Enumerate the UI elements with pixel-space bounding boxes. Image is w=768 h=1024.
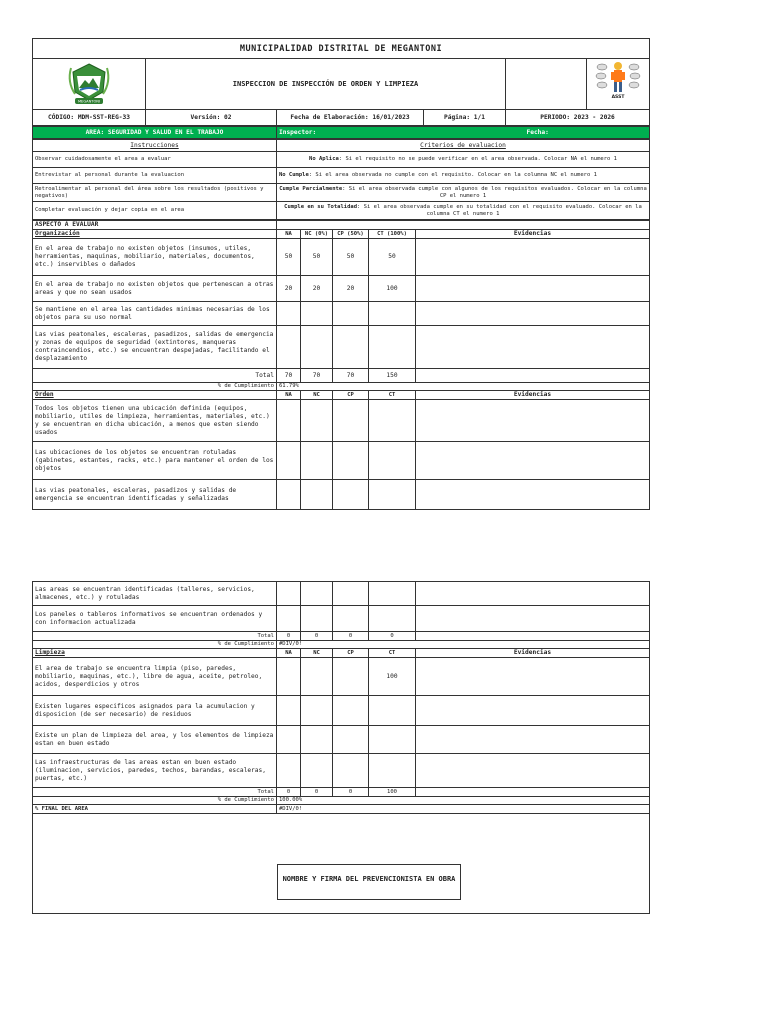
- fecha-label: Fecha:: [525, 127, 650, 139]
- table-row: [33, 442, 650, 480]
- section-title-organizacion: Organización: [33, 230, 277, 239]
- col-header: Evidencias: [416, 230, 650, 239]
- cell-ct: [369, 754, 416, 788]
- total-na: 0: [277, 632, 301, 641]
- total-row: [33, 369, 650, 383]
- final-row: [33, 805, 650, 814]
- cell-na: [277, 326, 301, 369]
- row-text: Existen lugares especificos asignados para la acumulacion y disposicion (de ser necesario) de residuos: [33, 696, 277, 726]
- table-row: [33, 480, 650, 510]
- table-row: [33, 302, 650, 326]
- cell-ct: [369, 726, 416, 754]
- sheet-page-1: [32, 38, 649, 510]
- cumplimiento-row: [33, 797, 650, 805]
- total-nc: 0: [301, 632, 333, 641]
- table-row: [33, 400, 650, 442]
- safety-worker-icon: [592, 59, 644, 99]
- col-header: NC: [301, 649, 333, 658]
- final-value: #DIV/0!: [277, 805, 650, 814]
- instruccion-item: Observar cuidadosamente el area a evaluar: [33, 152, 277, 168]
- cell-ct: 100: [369, 276, 416, 302]
- aspecto-label: ASPECTO A EVALUAR: [33, 221, 277, 230]
- row-text: Las infraestructuras de las areas estan en buen estado (iluminacion, servicios, paredes, techos, barandas, escaleras, puertas, etc.): [33, 754, 277, 788]
- total-row: [33, 632, 650, 641]
- cell-ct: [369, 326, 416, 369]
- cumplimiento-value: #DIV/0!: [277, 641, 650, 649]
- svg-text:MEGANTONI: MEGANTONI: [77, 99, 101, 104]
- cell-cp: 50: [333, 239, 369, 276]
- firma-area: [33, 814, 650, 914]
- criterio-item: No Aplica: Si el requisito no se puede verificar en el area observada. Colocar NA el numero 1: [277, 152, 650, 168]
- total-na: 0: [277, 788, 301, 797]
- total-label: Total: [33, 788, 277, 797]
- cell-evidencia: [416, 239, 650, 276]
- row-text: Se mantiene en el area las cantidades minimas necesarias de los objetos para su uso normal: [33, 302, 277, 326]
- table-row: [33, 658, 650, 696]
- fecha-elaboracion-label: Fecha de Elaboración: 16/01/2023: [277, 110, 424, 126]
- total-ct: 150: [369, 369, 416, 383]
- col-header: NA: [277, 230, 301, 239]
- col-header: NA: [277, 649, 301, 658]
- table-row: [33, 582, 650, 606]
- cell-cp: [333, 326, 369, 369]
- instrucciones-heading: Instrucciones: [33, 140, 277, 152]
- row-text: Las areas se encuentran identificadas (talleres, servicios, almacenes, etc.) y rotuladas: [33, 582, 277, 606]
- col-header: Evidencias: [416, 649, 650, 658]
- final-label: % FINAL DEL AREA: [33, 805, 277, 814]
- area-label: AREA: SEGURIDAD Y SALUD EN EL TRABAJO: [33, 127, 277, 139]
- cumplimiento-row: [33, 641, 650, 649]
- row-text: Todos los objetos tienen una ubicación definida (equipos, mobiliario, utiles de limpieza, herramientas, materiales, etc.) y se encuentran en dicha ubicación, a menos que esten siendo usados: [33, 400, 277, 442]
- sheet-page-2: [32, 581, 649, 914]
- cell-nc: [301, 326, 333, 369]
- cell-na: [277, 302, 301, 326]
- criterio-item: Cumple Parcialmente: Si el area observada cumple con algunos de los requisitos evaluados. Colocar en la columna CP el numero 1: [277, 184, 650, 202]
- total-label: Total: [33, 369, 277, 383]
- total-row: [33, 788, 650, 797]
- cell-ct: 50: [369, 239, 416, 276]
- instruccion-item: Entrevistar al personal durante la evaluacion: [33, 168, 277, 184]
- firma-box: NOMBRE Y FIRMA DEL PREVENCIONISTA EN OBRA: [277, 864, 461, 900]
- section-title-limpieza: Limpieza: [33, 649, 277, 658]
- evaluation-table-2: [32, 581, 650, 914]
- total-ct: 0: [369, 632, 416, 641]
- cell-na: 20: [277, 276, 301, 302]
- cell-cp: [333, 302, 369, 326]
- section-title-orden: Orden: [33, 391, 277, 400]
- cell-nc: 50: [301, 239, 333, 276]
- document-title: MUNICIPALIDAD DISTRITAL DE MEGANTONI: [33, 39, 650, 59]
- evaluation-table-1: [32, 220, 650, 510]
- cumplimiento-value: 100.00%: [277, 797, 650, 805]
- total-na: 70: [277, 369, 301, 383]
- col-header: CP: [333, 391, 369, 400]
- instruccion-item: Retroalimentar al personal del área sobre los resultados (positivos y negativos): [33, 184, 277, 202]
- col-header: NC: [301, 391, 333, 400]
- col-header: CP: [333, 649, 369, 658]
- row-text: Los paneles o tableros informativos se encuentran ordenados y con informacion actualizada: [33, 606, 277, 632]
- row-text: Existe un plan de limpieza del area, y los elementos de limpieza estan en buen estado: [33, 726, 277, 754]
- table-row: [33, 239, 650, 276]
- cell-evidencia: [416, 276, 650, 302]
- instruccion-item: Completar evaluación y dejar copia en el area: [33, 202, 277, 220]
- total-label: Total: [33, 632, 277, 641]
- total-nc: 70: [301, 369, 333, 383]
- col-header: Evidencias: [416, 391, 650, 400]
- header-table: [32, 38, 650, 126]
- cell-evidencia: [416, 302, 650, 326]
- area-bar: [32, 126, 650, 139]
- row-text: Las vias peatonales, escaleras, pasadizos, salidas de emergencia y zonas de equipos de seguridad (extintores, manqueras contraincendios, etc.) se encuentran despejadas, facilitando el desplazamiento: [33, 326, 277, 369]
- table-row: [33, 754, 650, 788]
- document-subtitle: INSPECCION DE INSPECCIÓN DE ORDEN Y LIMPIEZA: [146, 59, 506, 110]
- cumplimiento-label: % de Cumplimiento: [33, 641, 277, 649]
- cell-nc: 20: [301, 276, 333, 302]
- table-row: [33, 276, 650, 302]
- municipality-logo: [33, 59, 146, 110]
- pagina-label: Página: 1/1: [424, 110, 506, 126]
- cell-cp: 20: [333, 276, 369, 302]
- version-label: Versión: 02: [146, 110, 277, 126]
- asst-logo-cell: [506, 59, 650, 110]
- cell-ct: 100: [369, 658, 416, 696]
- total-cp: 0: [333, 632, 369, 641]
- row-text: En el area de trabajo no existen objetos (insumos, utiles, herramientas, maquinas, mobiliario, materiales, documentos, etc.) inservibles o dañados: [33, 239, 277, 276]
- svg-text:ASST: ASST: [611, 95, 625, 99]
- cumplimiento-label: % de Cumplimiento: [33, 383, 277, 391]
- table-row: [33, 606, 650, 632]
- inspector-label: Inspector:: [277, 127, 525, 139]
- total-cp: 70: [333, 369, 369, 383]
- col-header: CT: [369, 649, 416, 658]
- row-text: En el area de trabajo no existen objetos que pertenescan a otras areas y que no sean usados: [33, 276, 277, 302]
- total-nc: 0: [301, 788, 333, 797]
- criterio-item: Cumple en su Totalidad: Si el area observada cumple en su totalidad con el requisito evaluado. Colocar en la columna CT el numero 1: [277, 202, 650, 220]
- criterios-heading: Criterios de evaluacion: [277, 140, 650, 152]
- cell-na: 50: [277, 239, 301, 276]
- table-row: [33, 326, 650, 369]
- total-cp: 0: [333, 788, 369, 797]
- shield-icon: [59, 62, 119, 106]
- row-text: El area de trabajo se encuentra limpia (piso, paredes, mobiliario, maquinas, etc.), libre de agua, aceite, petroleo, acidos, desperdicios y otros: [33, 658, 277, 696]
- total-ct: 100: [369, 788, 416, 797]
- col-header: CP (50%): [333, 230, 369, 239]
- cumplimiento-row: [33, 383, 650, 391]
- col-header: NC (0%): [301, 230, 333, 239]
- cell-ct: [369, 696, 416, 726]
- col-header: CT: [369, 391, 416, 400]
- cumplimiento-label: % de Cumplimiento: [33, 797, 277, 805]
- row-text: Las vias peatonales, escaleras, pasadizos y salidas de emergencia se encuentran identificadas y señalizadas: [33, 480, 277, 510]
- col-header: CT (100%): [369, 230, 416, 239]
- cumplimiento-value: 61.79%: [277, 383, 650, 391]
- cell-nc: [301, 302, 333, 326]
- cell-ct: [369, 302, 416, 326]
- col-header: NA: [277, 391, 301, 400]
- table-row: [33, 696, 650, 726]
- table-row: [33, 726, 650, 754]
- instrucciones-criterios: [32, 139, 650, 220]
- cell-evidencia: [416, 326, 650, 369]
- criterio-item: No Cumple: Si el area observada no cumple con el requisito. Colocar en la columna NC el numero 1: [277, 168, 650, 184]
- periodo-label: PERIODO: 2023 - 2026: [506, 110, 650, 126]
- codigo-label: CÓDIGO: MDM-SST-REG-33: [33, 110, 146, 126]
- row-text: Las ubicaciones de los objetos se encuentran rotuladas (gabinetes, estantes, racks, etc.) para mantener el orden de los objetos: [33, 442, 277, 480]
